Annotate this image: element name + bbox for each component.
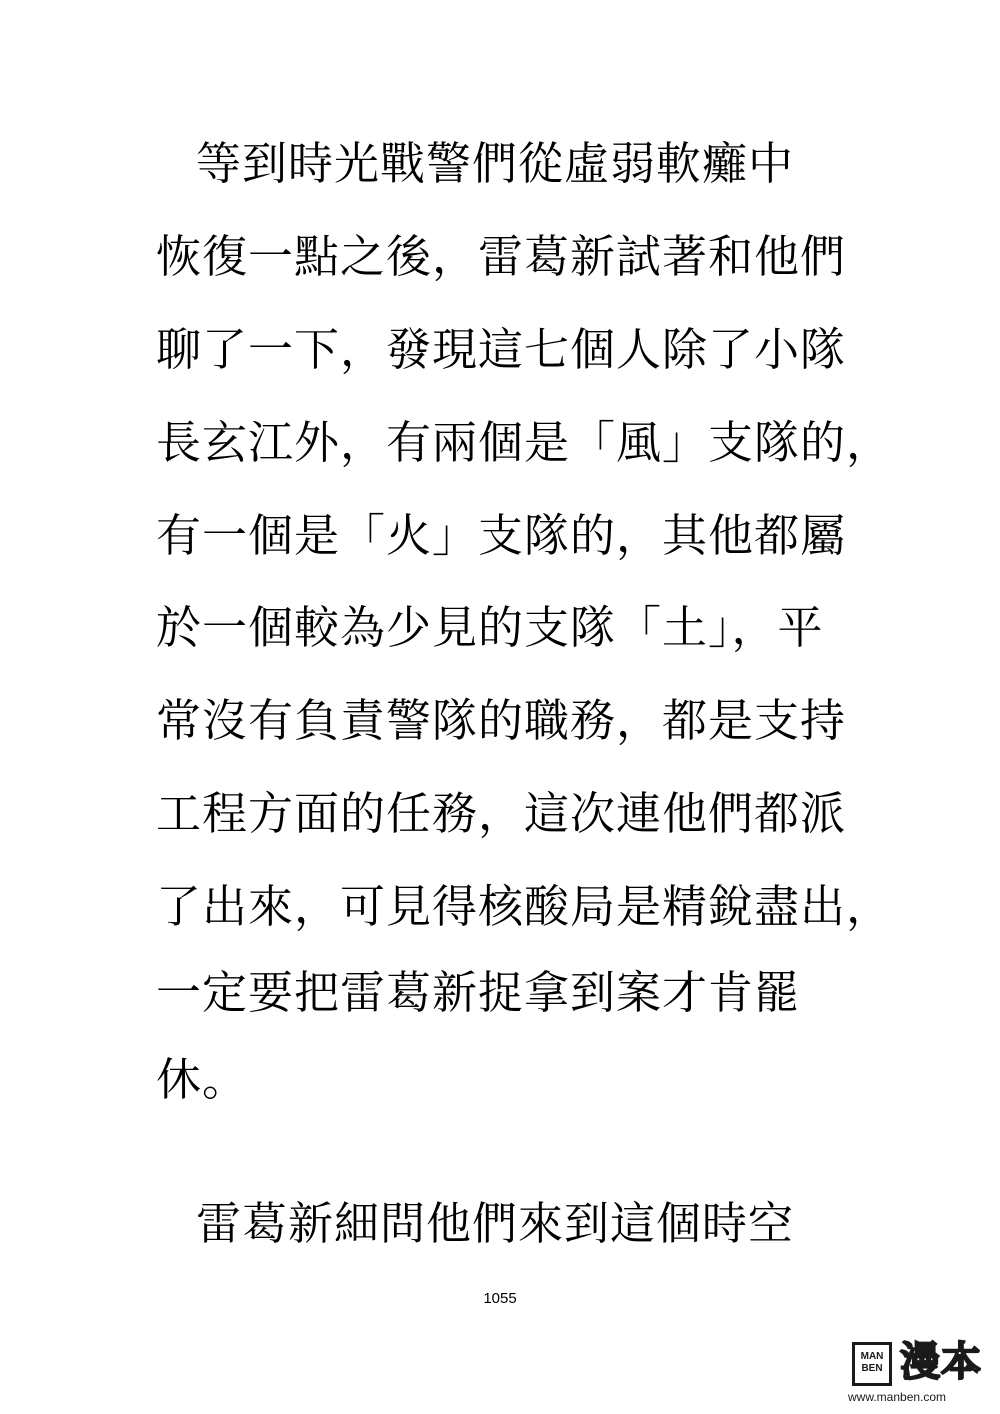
watermark-logo — [848, 1342, 988, 1406]
text-line-1: 等到時光戰警們從虛弱軟癱中 — [196, 137, 795, 190]
watermark-brand: 漫本 — [900, 1340, 982, 1384]
text-line-12: 雷葛新細問他們來到這個時空 — [196, 1197, 795, 1250]
text-line-3: 聊了一下，發現這七個人除了小隊 — [156, 323, 847, 376]
page-number: 1055 — [483, 1290, 517, 1307]
text-line-9: 了出來，可見得核酸局是精銳盡出， — [156, 880, 893, 933]
text-line-2: 恢復一點之後，雷葛新試著和他們 — [156, 230, 847, 283]
watermark-url: www.manben.com — [848, 1390, 947, 1404]
text-line-5: 有一個是「火」支隊的，其他都屬 — [156, 509, 847, 562]
text-line-6: 於一個較為少見的支隊「土」，平 — [156, 601, 824, 654]
text-line-10: 一定要把雷葛新捉拿到案才肯罷 — [156, 966, 801, 1019]
text-line-7: 常沒有負責警隊的職務，都是支持 — [156, 694, 847, 747]
watermark-seal-icon: MAN BEN — [852, 1342, 892, 1386]
text-line-4: 長玄江外，有兩個是「風」支隊的， — [156, 416, 893, 469]
text-line-11: 休。 — [156, 1053, 249, 1106]
text-line-8: 工程方面的任務，這次連他們都派 — [156, 787, 847, 840]
